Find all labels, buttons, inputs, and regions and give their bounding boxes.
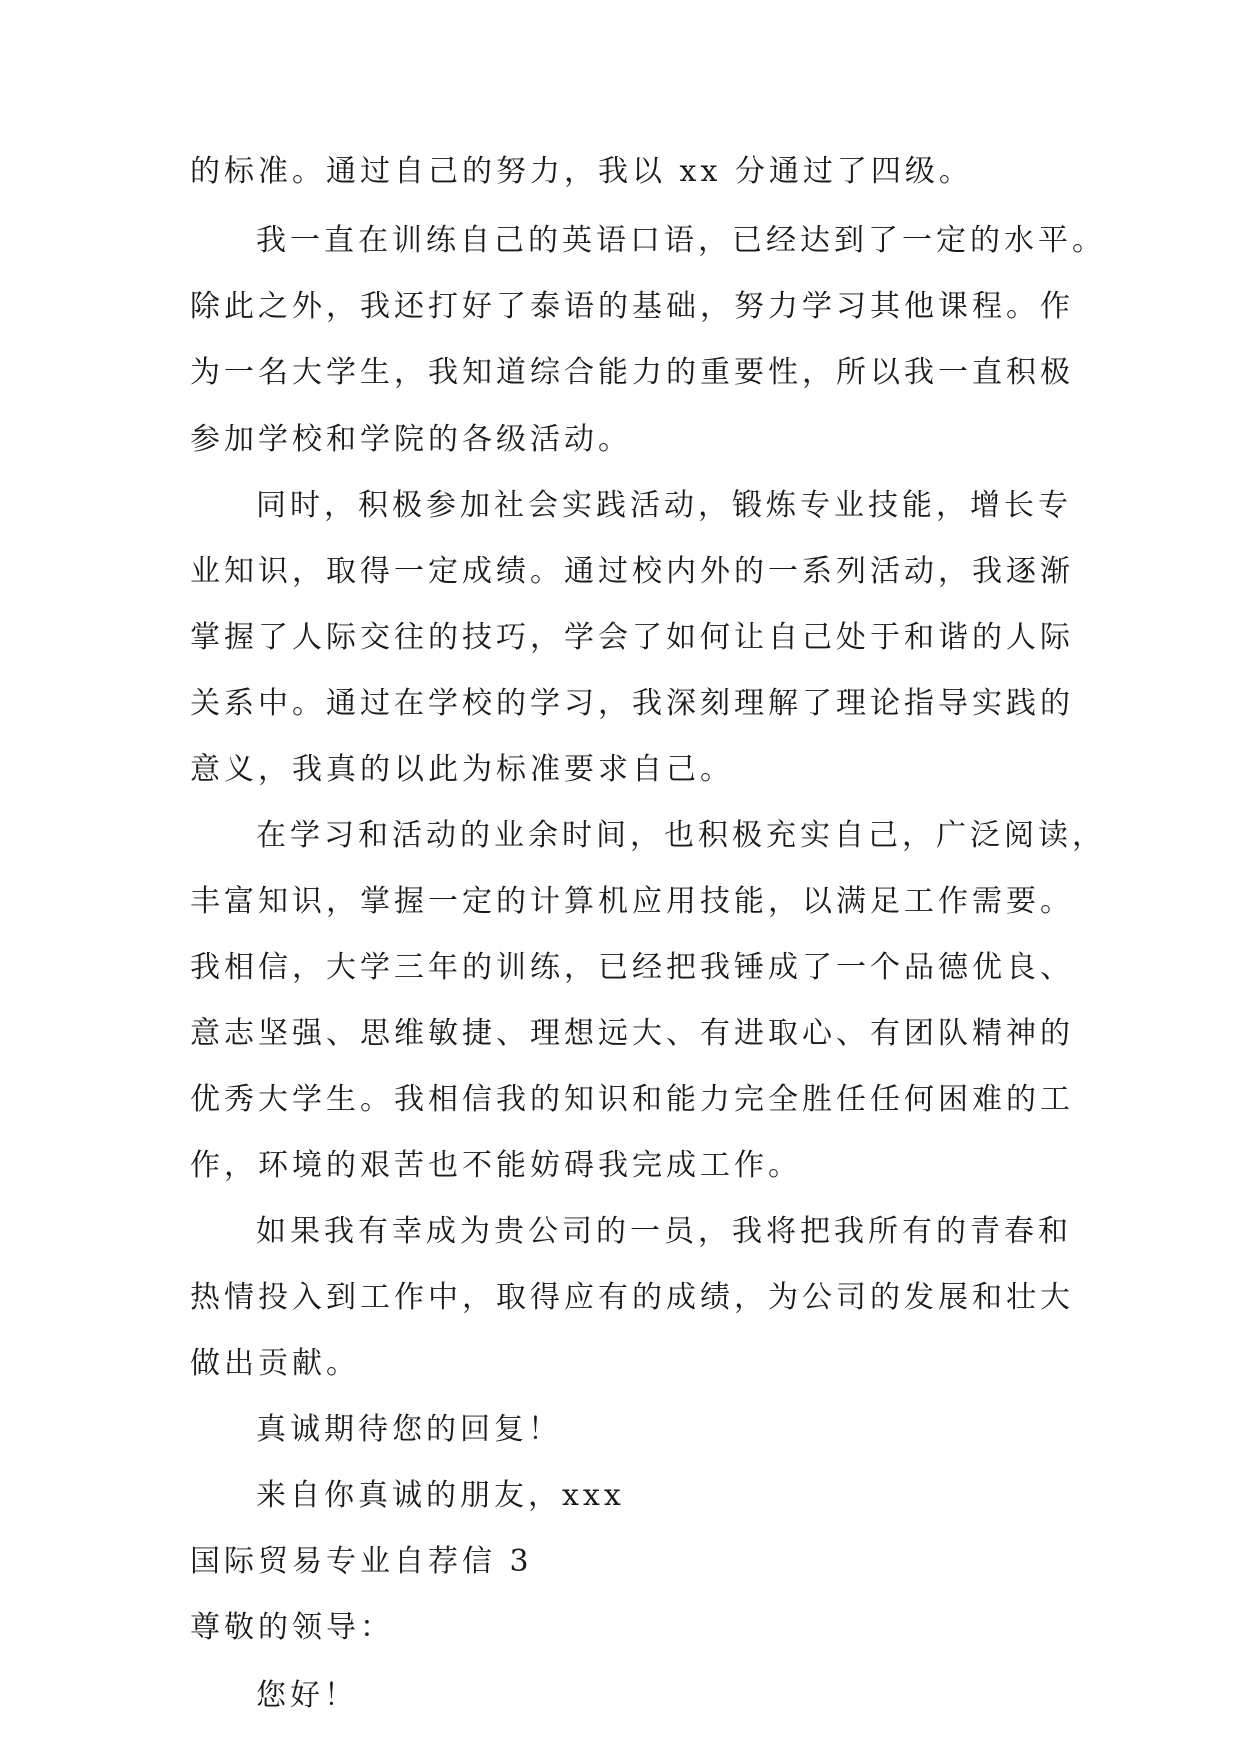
text-line: 的标准。通过自己的努力，我以 xx 分通过了四级。 <box>190 154 973 189</box>
text-line: 意义，我真的以此为标准要求自己。 <box>190 752 734 787</box>
text-line: 业知识，取得一定成绩。通过校内外的一系列活动，我逐渐 <box>190 554 1074 589</box>
text-line: 为一名大学生，我知道综合能力的重要性，所以我一直积极 <box>190 355 1074 390</box>
text-line: 热情投入到工作中，取得应有的成绩，为公司的发展和壮大 <box>190 1280 1074 1315</box>
salutation: 尊敬的领导： <box>190 1610 394 1645</box>
text-line: 我相信，大学三年的训练，已经把我锤成了一个品德优良、 <box>190 950 1074 985</box>
text-line: 来自你真诚的朋友，xxx <box>256 1478 625 1513</box>
text-line: 关系中。通过在学校的学习，我深刻理解了理论指导实践的 <box>190 686 1074 721</box>
text-line: 做出贡献。 <box>190 1346 360 1381</box>
text-line: 如果我有幸成为贵公司的一员，我将把我所有的青春和 <box>256 1214 1072 1249</box>
text-line: 优秀大学生。我相信我的知识和能力完全胜任任何困难的工 <box>190 1082 1074 1117</box>
greeting: 您好！ <box>256 1678 358 1713</box>
text-line: 在学习和活动的业余时间，也积极充实自己，广泛阅读， <box>256 818 1106 853</box>
text-line: 真诚期待您的回复！ <box>256 1412 562 1447</box>
text-line: 除此之外，我还打好了泰语的基础，努力学习其他课程。作 <box>190 289 1074 324</box>
text-line: 同时，积极参加社会实践活动，锻炼专业技能，增长专 <box>256 488 1072 523</box>
text-line: 我一直在训练自己的英语口语，已经达到了一定的水平。 <box>256 223 1106 258</box>
text-line: 丰富知识，掌握一定的计算机应用技能，以满足工作需要。 <box>190 884 1074 919</box>
text-line: 作，环境的艰苦也不能妨碍我完成工作。 <box>190 1148 802 1183</box>
section-heading: 国际贸易专业自荐信 3 <box>190 1544 533 1579</box>
text-line: 意志坚强、思维敏捷、理想远大、有进取心、有团队精神的 <box>190 1016 1074 1051</box>
text-line: 参加学校和学院的各级活动。 <box>190 422 632 457</box>
text-line: 掌握了人际交往的技巧，学会了如何让自己处于和谐的人际 <box>190 620 1074 655</box>
